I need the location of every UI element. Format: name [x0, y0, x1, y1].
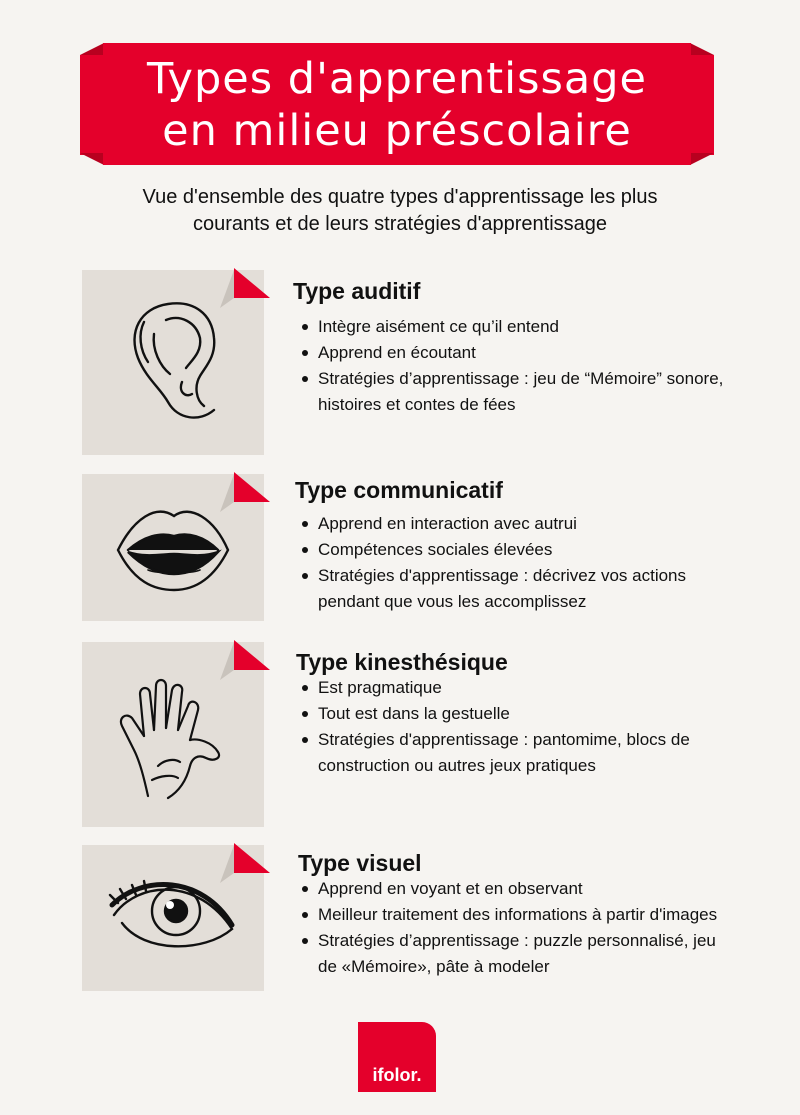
list-item: Stratégies d’apprentissage : puzzle personnalisé, jeu de «Mémoire», pâte à modeler	[296, 928, 726, 980]
communicative-bullet-list	[296, 511, 726, 615]
page-subtitle	[90, 184, 710, 238]
banner-left-tab	[80, 55, 104, 155]
list-item: Stratégies d'apprentissage : décrivez vos actions pendant que vous les accomplissez	[296, 563, 726, 615]
title-line-1: Types d'apprentissage	[146, 54, 648, 104]
communicative-card	[82, 474, 264, 621]
list-item: Stratégies d’apprentissage : jeu de “Mémoire” sonore, histoires et contes de fées	[296, 366, 726, 418]
list-item: Compétences sociales élevées	[296, 537, 726, 563]
eye-icon	[82, 845, 264, 991]
list-item: Meilleur traitement des informations à partir d'images	[296, 902, 726, 928]
logo-text: ifolor.	[372, 1065, 422, 1085]
mouth-icon	[82, 474, 264, 621]
auditory-bullet-list	[296, 314, 726, 418]
list-item: Stratégies d'apprentissage : pantomime, blocs de construction ou autres jeux pratiques	[296, 727, 726, 779]
title-banner	[80, 43, 714, 165]
hand-icon	[82, 642, 264, 827]
ifolor-logo	[358, 1022, 436, 1092]
section-title-communicative: Type communicatif	[295, 477, 503, 503]
section-title-kinesthetic: Type kinesthésique	[296, 649, 508, 675]
banner-fold	[80, 43, 104, 55]
banner-fold	[690, 153, 714, 165]
section-title-visual: Type visuel	[298, 850, 422, 876]
list-item: Tout est dans la gestuelle	[296, 701, 726, 727]
kinesthetic-card	[82, 642, 264, 827]
section-title-auditory: Type auditif	[293, 278, 421, 304]
list-item: Apprend en écoutant	[296, 340, 726, 366]
visual-bullet-list	[296, 876, 726, 980]
ear-icon	[82, 270, 264, 455]
list-item: Intègre aisément ce qu’il entend	[296, 314, 726, 340]
subtitle-line-2: courants et de leurs stratégies d'apprentissage	[192, 213, 608, 235]
list-item: Apprend en interaction avec autrui	[296, 511, 726, 537]
kinesthetic-bullet-list	[296, 675, 726, 779]
auditory-card	[82, 270, 264, 455]
banner-fold	[690, 43, 714, 55]
banner-fold	[80, 153, 104, 165]
banner-body	[103, 43, 691, 165]
list-item: Est pragmatique	[296, 675, 726, 701]
page-title	[103, 53, 691, 157]
list-item: Apprend en voyant et en observant	[296, 876, 726, 902]
visual-card	[82, 845, 264, 991]
banner-right-tab	[690, 55, 714, 155]
subtitle-line-1: Vue d'ensemble des quatre types d'apprentissage les plus	[142, 186, 658, 208]
title-line-2: en milieu préscolaire	[162, 106, 632, 156]
